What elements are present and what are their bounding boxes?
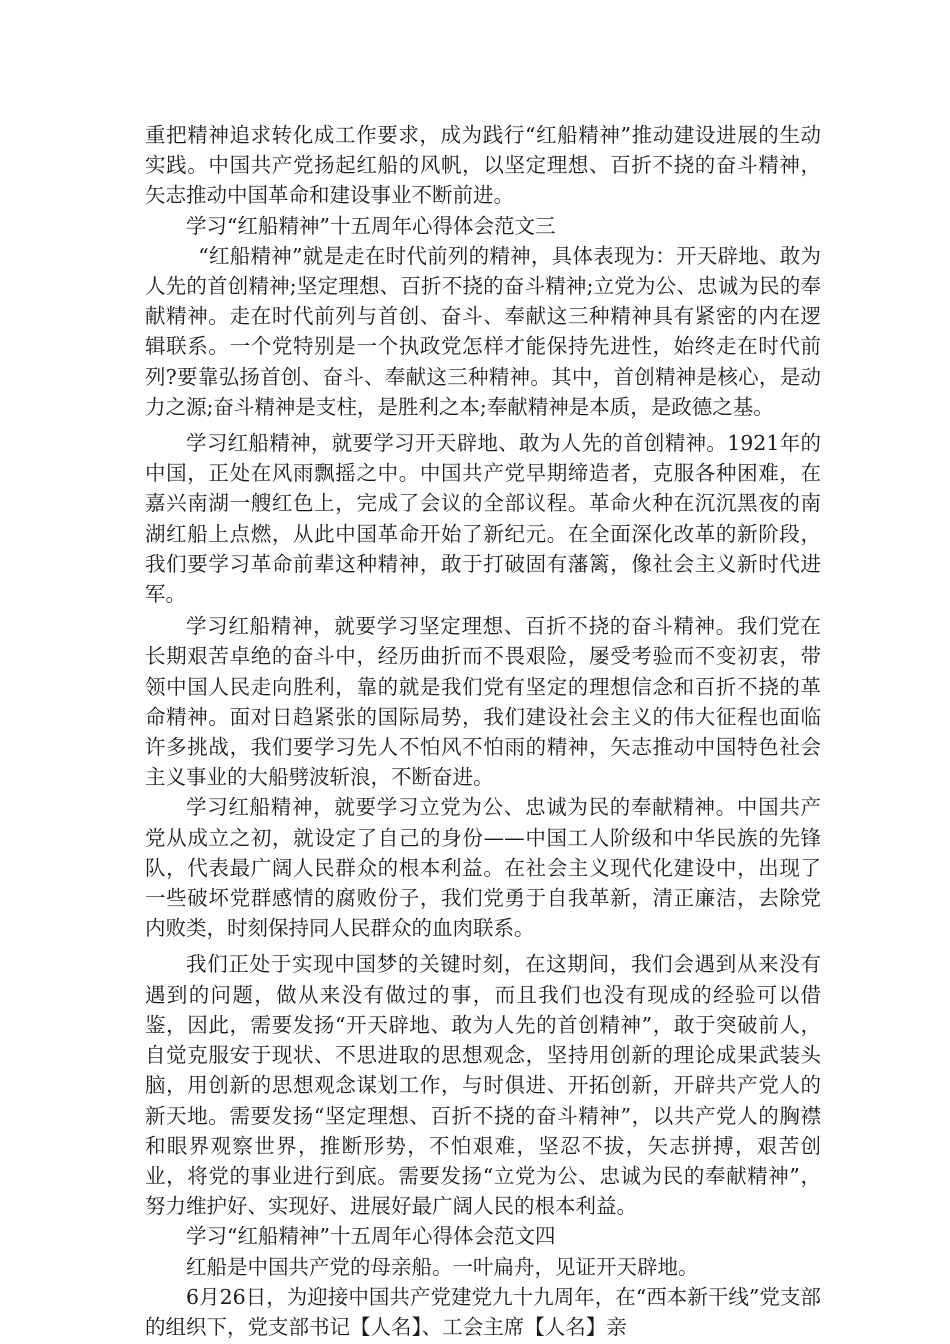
paragraph-pioneering-spirit: 学习红船精神，就要学习开天辟地、敢为人先的首创精神。1921年的中国，正处在风雨飘摇之中。中国共产党早期缔造者，克服各种困难，在嘉兴南湖一艘红色上，完成了会议的全部议程。革命火种在沉沉黑夜的南湖红船上点燃，从此中国革命开始了新纪元。在全面深化改革的新阶段，我们要学习革命前辈这种精神，敢于打破固有藩篱，像社会主义新时代进军。 bbox=[145, 431, 821, 607]
paragraph-june-26: 6月26日，为迎接中国共产党建党九十九周年，在“西本新干线”党支部的组织下，党支部书记【人名】、工会主席【人名】亲 bbox=[145, 1284, 821, 1339]
section-heading-3: 学习“红船精神”十五周年心得体会范文三 bbox=[186, 213, 556, 238]
paragraph-china-dream: 我们正处于实现中国梦的关键时刻，在这期间，我们会遇到从来没有遇到的问题，做从来没有做过的事，而且我们也没有现成的经验可以借鉴，因此，需要发扬“开天辟地、敢为人先的首创精神”，敢于突破前人，自觉克服安于现状、不思进取的思想观念，坚持用创新的理论成果武装头脑，用创新的思想观念谋划工作，与时俱进、开拓创新，开辟共产党人的新天地。需要发扬“坚定理想、百折不挠的奋斗精神”，以共产党人的胸襟和眼界观察世界，推断形势，不怕艰难，坚忍不拔，矢志拼搏，艰苦创业，将党的事业进行到底。需要发扬“立党为公、忠诚为民的奉献精神”，努力维护好、实现好、进展好最广阔人民的根本利益。 bbox=[145, 952, 821, 1219]
paragraph-dedication-spirit: 学习红船精神，就要学习立党为公、忠诚为民的奉献精神。中国共产党从成立之初，就设定了自己的身份——中国工人阶级和中华民族的先锋队，代表最广阔人民群众的根本利益。在社会主义现代化建设中，出现了一些破坏党群感情的腐败份子，我们党勇于自我革新，清正廉洁，去除党内败类，时刻保持同人民群众的血肉联系。 bbox=[145, 795, 821, 941]
paragraph-continuation: 重把精神追求转化成工作要求，成为践行“红船精神”推动建设进展的生动实践。中国共产党扬起红船的风帆，以坚定理想、百折不挠的奋斗精神，矢志推动中国革命和建设事业不断前进。 bbox=[145, 123, 821, 208]
paragraph-striving-spirit: 学习红船精神，就要学习坚定理想、百折不挠的奋斗精神。我们党在长期艰苦卓绝的奋斗中，经历曲折而不畏艰险，屡受考验而不变初衷，带领中国人民走向胜利，靠的就是我们党有坚定的理想信念和百折不挠的革命精神。面对日趋紧张的国际局势，我们建设社会主义的伟大征程也面临许多挑战，我们要学习先人不怕风不怕雨的精神，矢志推动中国特色社会主义事业的大船劈波斩浪，不断奋进。 bbox=[145, 614, 821, 790]
document-page bbox=[145, 120, 821, 1342]
section-heading-4: 学习“红船精神”十五周年心得体会范文四 bbox=[186, 1224, 556, 1249]
paragraph-mother-boat: 红船是中国共产党的母亲船。一叶扁舟，见证开天辟地。 bbox=[186, 1254, 699, 1279]
paragraph-red-boat-spirit: “红船精神”就是走在时代前列的精神，具体表现为：开天辟地、敢为人先的首创精神;坚定理想、百折不挠的奋斗精神;立党为公、忠诚为民的奉献精神。走在时代前列与首创、奋斗、奉献这三种精神具有紧密的内在逻辑联系。一个党特别是一个执政党怎样才能保持先进性，始终走在时代前列?要靠弘扬首创、奋斗、奉献这三种精神。其中，首创精神是核心，是动力之源;奋斗精神是支柱，是胜利之本;奉献精神是本质，是政德之基。 bbox=[145, 243, 821, 419]
